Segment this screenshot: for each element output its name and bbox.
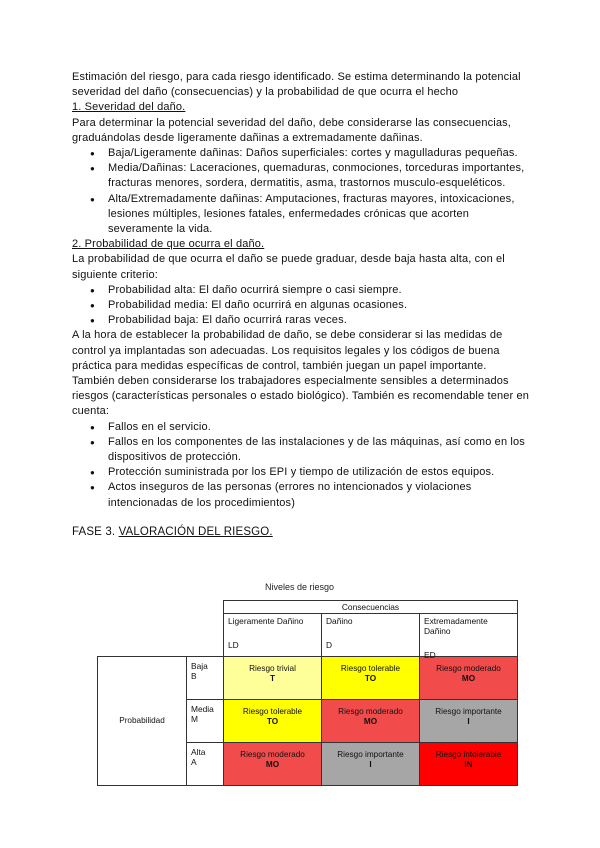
column-header <box>420 614 518 660</box>
column-header <box>322 614 420 657</box>
risk-code: MO <box>461 674 476 683</box>
risk-cell <box>224 743 322 786</box>
intro-paragraph: Estimación del riesgo, para cada riesgo identificado. Se estima determinando la potencial severidad del daño (consecuencias) y la probabilidad de que ocurra el hecho <box>72 71 521 99</box>
risk-cell <box>224 657 322 700</box>
row-label: Alta <box>191 747 206 757</box>
list-item: ● Protección suministrada por los EPI y tiempo de utilización de estos equipos. <box>108 465 532 480</box>
row-header <box>187 700 224 743</box>
risk-cell <box>420 700 518 743</box>
row-label: Media <box>191 704 214 714</box>
phase3-prefix: FASE 3. <box>72 525 119 538</box>
column-abbr: LD <box>228 640 239 650</box>
risk-label: Riesgo moderado <box>240 750 305 759</box>
risk-code: I <box>369 760 372 769</box>
document-body <box>72 70 532 540</box>
risk-label: Riesgo importante <box>337 750 404 759</box>
table-caption: Niveles de riesgo <box>265 582 335 592</box>
column-abbr: ED <box>424 650 436 660</box>
risk-label: Riesgo intolerable <box>435 750 502 759</box>
risk-code: MO <box>363 717 378 726</box>
risk-cell <box>420 743 518 786</box>
column-label: Dañino <box>326 616 353 626</box>
row-abbr: B <box>191 671 197 681</box>
phase3-title: VALORACIÓN DEL RIESGO. <box>118 525 273 538</box>
risk-label: Riesgo tolerable <box>340 664 401 673</box>
section1-text: Para determinar la potencial severidad del daño, debe considerarse las consecuencias, graduándolas desde ligeramente dañinas a extremadamente dañinas. <box>72 116 511 144</box>
risk-code: TO <box>266 717 279 726</box>
section1-list <box>72 146 532 237</box>
section2-list2 <box>72 420 532 511</box>
column-abbr: D <box>326 640 333 650</box>
risk-code: IN <box>464 760 473 769</box>
risk-cell <box>322 743 420 786</box>
risk-cell <box>420 657 518 700</box>
list-item: ● Fallos en los componentes de las instalaciones y de las máquinas, así como en los dispositivos de protección. <box>108 435 532 465</box>
section2-text: La probabilidad de que ocurra el daño se puede graduar, desde baja hasta alta, con el siguiente criterio: <box>72 253 505 281</box>
risk-level-table <box>97 600 518 786</box>
risk-label: Riesgo tolerable <box>242 707 303 716</box>
consequences-header: Consecuencias <box>224 601 518 614</box>
row-abbr: M <box>191 714 198 724</box>
section1-heading: 1. Severidad del daño. <box>72 101 186 114</box>
row-label: Baja <box>191 661 208 671</box>
list-item: ● Baja/Ligeramente dañinas: Daños superficiales: cortes y magulladuras pequeñas. <box>108 146 532 161</box>
section2-heading: 2. Probabilidad de que ocurra el daño. <box>72 238 265 251</box>
list-item: ● Actos inseguros de las personas (errores no intencionados y violaciones intencionadas de los procedimientos) <box>108 480 532 510</box>
section2-list <box>72 283 532 329</box>
risk-code: TO <box>364 674 377 683</box>
risk-code: MO <box>265 760 280 769</box>
risk-label: Riesgo moderado <box>338 707 403 716</box>
phase3-heading <box>72 525 532 540</box>
risk-label: Riesgo moderado <box>436 664 501 673</box>
section2-text2: A la hora de establecer la probabilidad de daño, se debe considerar si las medidas de control ya implantadas son adecuadas. Los requisitos legales y los códigos de buena práctica para medidas específicas de control, también juegan un papel importante. También deben considerarse los trabajadores especialmente sensibles a determinados riesgos (características personales o estado biológico). También es recomendable tener en cuenta: <box>72 329 530 418</box>
table-corner <box>98 601 224 657</box>
row-abbr: A <box>191 757 197 767</box>
list-item: ● Probabilidad media: El daño ocurrirá en algunas ocasiones. <box>108 298 532 313</box>
probability-header: Probabilidad <box>98 657 187 786</box>
row-header <box>187 657 224 700</box>
list-item: ● Alta/Extremadamente dañinas: Amputaciones, fracturas mayores, intoxicaciones, lesiones múltiples, lesiones fatales, enfermedades crónicas que acorten severamente la vida. <box>108 192 532 238</box>
risk-code: I <box>467 717 470 726</box>
column-header <box>224 614 322 657</box>
risk-cell <box>322 657 420 700</box>
risk-label: Riesgo trivial <box>249 664 296 673</box>
list-item: ● Fallos en el servicio. <box>108 420 532 435</box>
row-header <box>187 743 224 786</box>
risk-cell <box>224 700 322 743</box>
list-item: ● Probabilidad baja: El daño ocurrirá raras veces. <box>108 313 532 328</box>
risk-cell <box>322 700 420 743</box>
risk-label: Riesgo importante <box>435 707 502 716</box>
column-label: Extremadamente Dañino <box>424 616 488 636</box>
list-item: ● Media/Dañinas: Laceraciones, quemaduras, conmociones, torceduras importantes, fracturas menores, sordera, dermatitis, asma, trastornos musculo-esqueléticos. <box>108 161 532 191</box>
risk-code: T <box>269 674 275 683</box>
list-item: ● Probabilidad alta: El daño ocurrirá siempre o casi siempre. <box>108 283 532 298</box>
column-label: Ligeramente Dañino <box>228 616 304 626</box>
